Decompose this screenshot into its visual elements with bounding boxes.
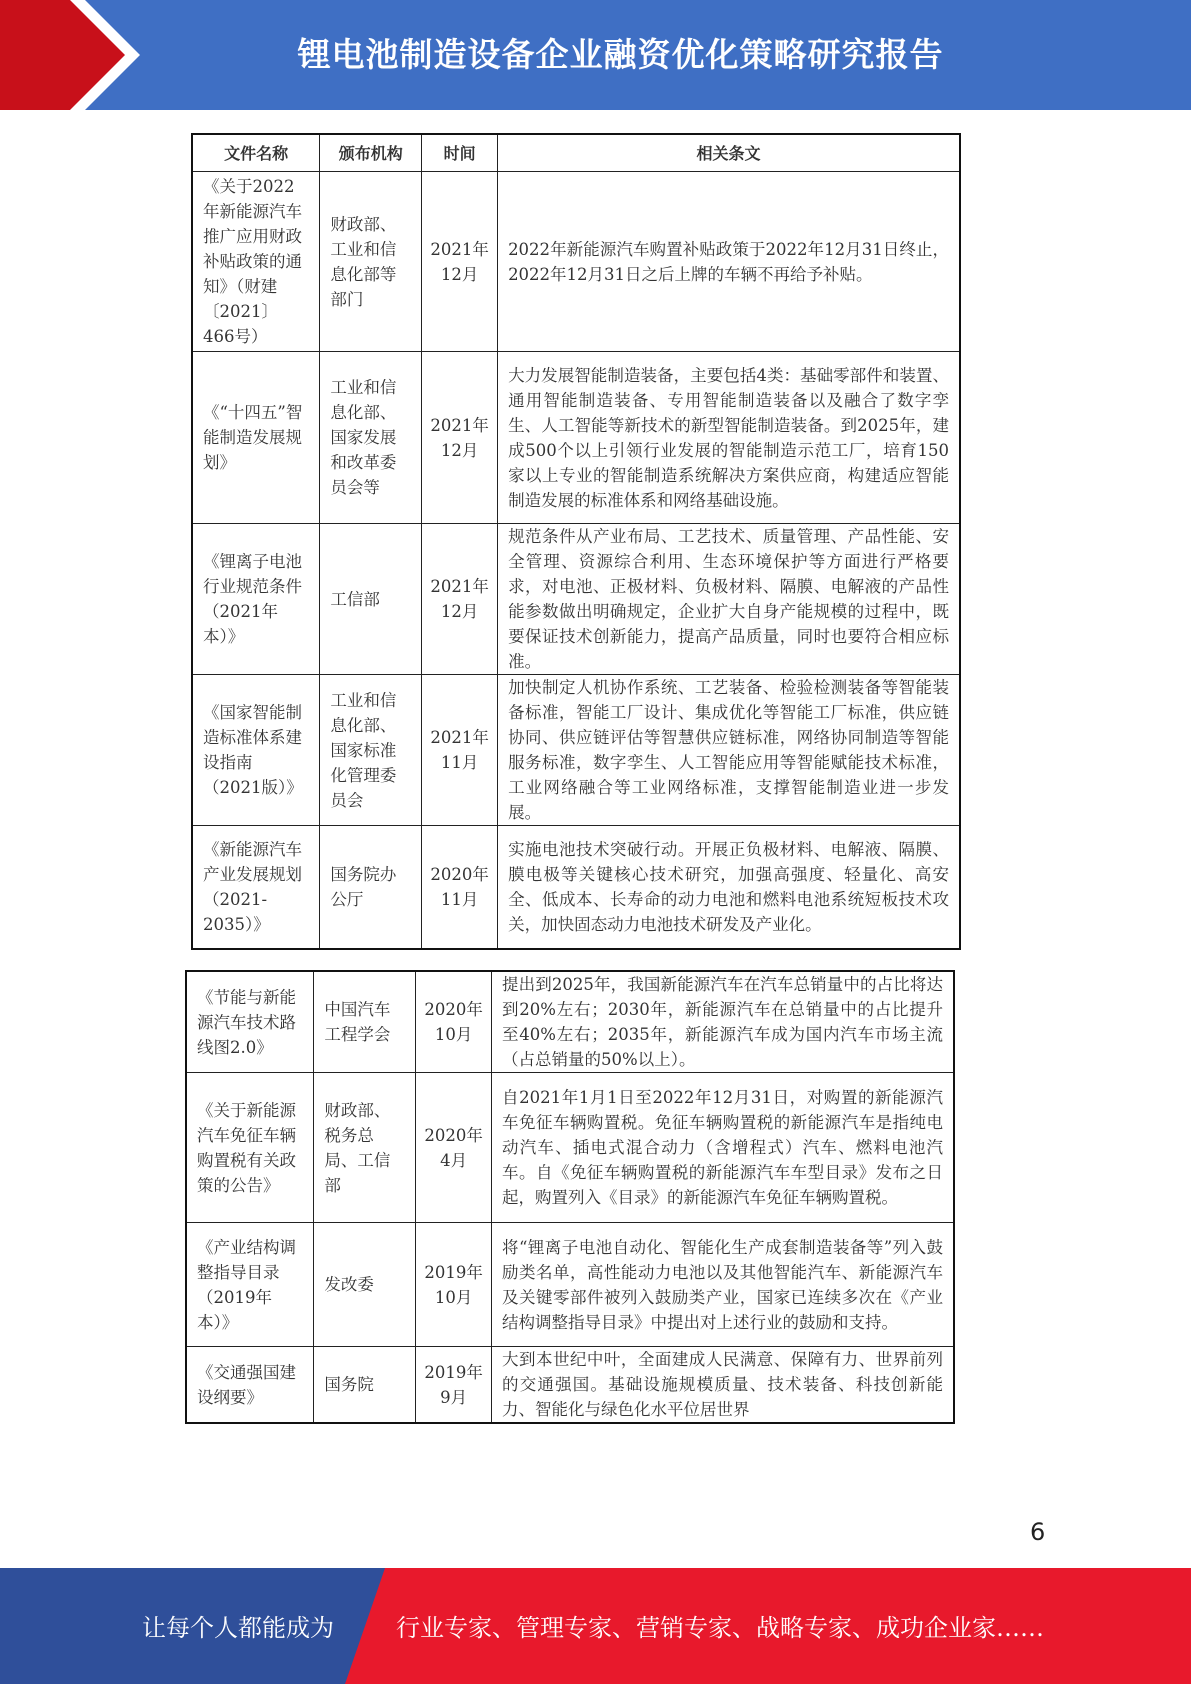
policy-name: 《节能与新能源汽车技术路线图2.0》 bbox=[186, 971, 314, 1073]
footer-slogan-left: 让每个人都能成为 bbox=[142, 1614, 334, 1642]
table-row bbox=[186, 1347, 954, 1424]
table-row bbox=[186, 1223, 954, 1347]
policy-text: 大力发展智能制造装备，主要包括4类：基础零部件和装置、通用智能制造装备、专用智能制造装备以及融合了数字孪生、人工智能等新技术的新型智能制造装备。到2025年，建成500个以上引领行业发展的智能制造示范工厂，培育150家以上专业的智能制造系统解决方案供应商，构建适应智能制造发展的标准体系和网络基础设施。 bbox=[498, 352, 960, 524]
policy-name: 《交通强国建设纲要》 bbox=[186, 1347, 314, 1424]
table-header-row bbox=[192, 134, 960, 172]
table-row bbox=[192, 352, 960, 524]
policy-name: 《产业结构调整指导目录（2019年本）》 bbox=[186, 1223, 314, 1347]
policy-time: 2021年12月 bbox=[422, 352, 498, 524]
policy-org: 工业和信息化部、国家标准化管理委员会 bbox=[320, 675, 422, 826]
policy-time: 2020年11月 bbox=[422, 826, 498, 949]
policy-time: 2021年11月 bbox=[422, 675, 498, 826]
header-bar bbox=[0, 0, 1191, 110]
policy-time: 2019年10月 bbox=[416, 1223, 492, 1347]
policy-org: 财政部、工业和信息化部等部门 bbox=[320, 172, 422, 352]
policy-text: 自2021年1月1日至2022年12月31日，对购置的新能源汽车免征车辆购置税。免征车辆购置税的新能源汽车是指纯电动汽车、插电式混合动力（含增程式）汽车、燃料电池汽车。自《免征车辆购置税的新能源汽车车型目录》发布之日起，购置列入《目录》的新能源汽车免征车辆购置税。 bbox=[492, 1073, 954, 1223]
table-row bbox=[186, 971, 954, 1073]
column-header-name: 文件名称 bbox=[192, 134, 320, 172]
column-header-text: 相关条文 bbox=[498, 134, 960, 172]
policy-time: 2019年9月 bbox=[416, 1347, 492, 1424]
policy-name: 《锂离子电池行业规范条件（2021年本）》 bbox=[192, 524, 320, 675]
policy-org: 财政部、税务总局、工信部 bbox=[314, 1073, 416, 1223]
policy-text: 2022年新能源汽车购置补贴政策于2022年12月31日终止，2022年12月31日之后上牌的车辆不再给予补贴。 bbox=[498, 172, 960, 352]
policy-text: 将“锂离子电池自动化、智能化生产成套制造装备等”列入鼓励类名单，高性能动力电池以及其他智能汽车、新能源汽车及关键零部件被列入鼓励类产业，国家已连续多次在《产业结构调整指导目录》中提出对上述行业的鼓励和支持。 bbox=[492, 1223, 954, 1347]
policy-time: 2020年10月 bbox=[416, 971, 492, 1073]
policy-name: 《“十四五”智能制造发展规划》 bbox=[192, 352, 320, 524]
policy-org: 发改委 bbox=[314, 1223, 416, 1347]
table-row bbox=[192, 172, 960, 352]
policy-text: 加快制定人机协作系统、工艺装备、检验检测装备等智能装备标准，智能工厂设计、集成优化等智能工厂标准，供应链协同、供应链评估等智慧供应链标准，网络协同制造等智能服务标准，数字孪生、人工智能应用等智能赋能技术标准，工业网络融合等工业网络标准，支撑智能制造业进一步发展。 bbox=[498, 675, 960, 826]
footer-banner bbox=[0, 1568, 1191, 1684]
page-number: 6 bbox=[1030, 1518, 1046, 1546]
policy-table-2 bbox=[185, 970, 955, 1424]
policy-text: 提出到2025年，我国新能源汽车在汽车总销量中的占比将达到20%左右；2030年，新能源汽车在总销量中的占比提升至40%左右；2035年，新能源汽车成为国内汽车市场主流（占总销量的50%以上）。 bbox=[492, 971, 954, 1073]
table-row bbox=[192, 675, 960, 826]
policy-org: 国务院 bbox=[314, 1347, 416, 1424]
policy-time: 2021年12月 bbox=[422, 524, 498, 675]
table-row bbox=[186, 1073, 954, 1223]
policy-name: 《新能源汽车产业发展规划（2021-2035）》 bbox=[192, 826, 320, 949]
table-row bbox=[192, 826, 960, 949]
policy-name: 《关于2022年新能源汽车推广应用财政补贴政策的通知》（财建〔2021〕466号） bbox=[192, 172, 320, 352]
policy-org: 国务院办公厅 bbox=[320, 826, 422, 949]
column-header-time: 时间 bbox=[422, 134, 498, 172]
report-title: 锂电池制造设备企业融资优化策略研究报告 bbox=[297, 35, 944, 74]
column-header-org: 颁布机构 bbox=[320, 134, 422, 172]
policy-text: 规范条件从产业布局、工艺技术、质量管理、产品性能、安全管理、资源综合利用、生态环境保护等方面进行严格要求，对电池、正极材料、负极材料、隔膜、电解液的产品性能参数做出明确规定，企业扩大自身产能规模的过程中，既要保证技术创新能力，提高产品质量，同时也要符合相应标准。 bbox=[498, 524, 960, 675]
policy-org: 工信部 bbox=[320, 524, 422, 675]
policy-time: 2020年4月 bbox=[416, 1073, 492, 1223]
footer-slogan-right: 行业专家、管理专家、营销专家、战略专家、成功企业家…… bbox=[396, 1614, 1044, 1642]
policy-time: 2021年12月 bbox=[422, 172, 498, 352]
policy-text: 实施电池技术突破行动。开展正负极材料、电解液、隔膜、膜电极等关键核心技术研究，加强高强度、轻量化、高安全、低成本、长寿命的动力电池和燃料电池系统短板技术攻关，加快固态动力电池技术研发及产业化。 bbox=[498, 826, 960, 949]
policy-org: 工业和信息化部、国家发展和改革委员会等 bbox=[320, 352, 422, 524]
policy-name: 《国家智能制造标准体系建设指南（2021版）》 bbox=[192, 675, 320, 826]
policy-name: 《关于新能源汽车免征车辆购置税有关政策的公告》 bbox=[186, 1073, 314, 1223]
policy-text: 大到本世纪中叶，全面建成人民满意、保障有力、世界前列的交通强国。基础设施规模质量、技术装备、科技创新能力、智能化与绿色化水平位居世界 bbox=[492, 1347, 954, 1424]
table-row bbox=[192, 524, 960, 675]
policy-table-1 bbox=[191, 133, 961, 950]
red-chevron-decoration bbox=[0, 0, 150, 110]
policy-org: 中国汽车工程学会 bbox=[314, 971, 416, 1073]
